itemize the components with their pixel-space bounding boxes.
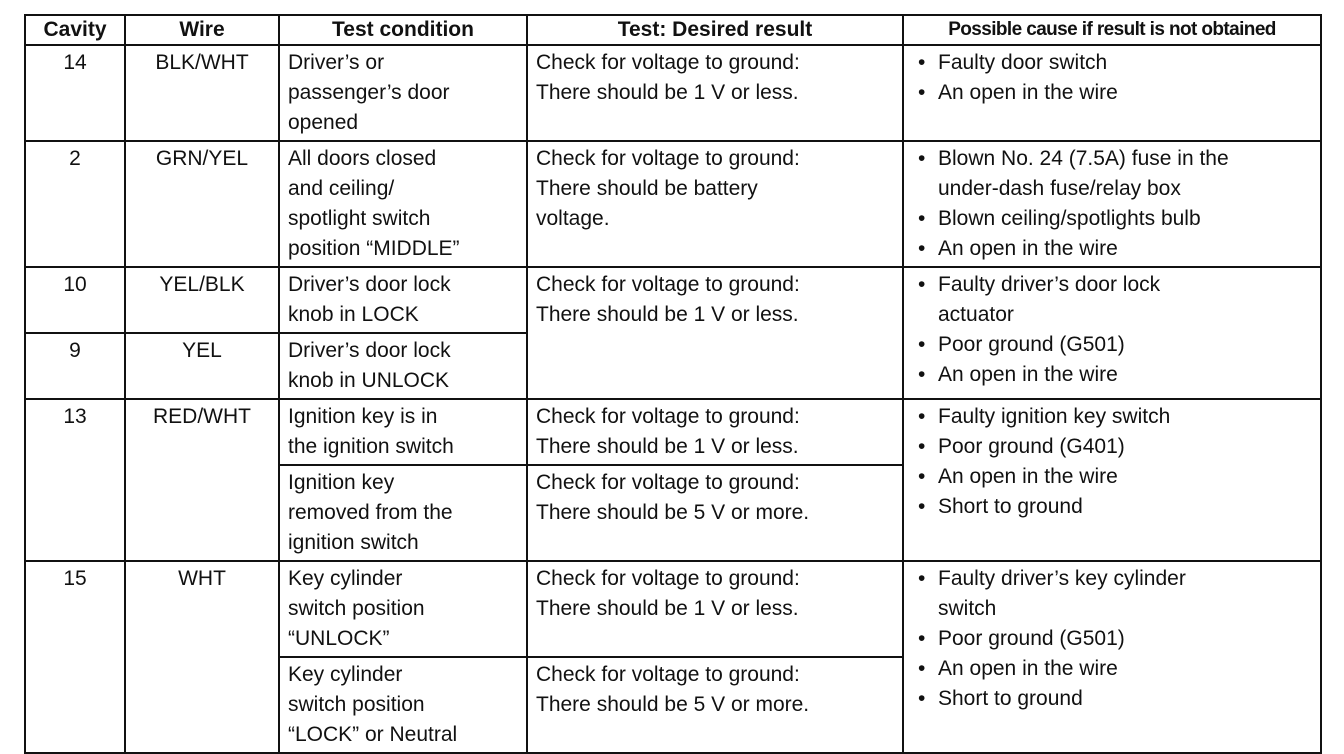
condition-line: “LOCK” or Neutral (288, 723, 458, 746)
condition-line: passenger’s door (288, 81, 450, 104)
cause-list (912, 564, 1314, 714)
result-cell (527, 465, 903, 561)
result-line: voltage. (536, 207, 610, 230)
condition-line: the ignition switch (288, 435, 454, 458)
cause-list (912, 48, 1314, 108)
result-line: Check for voltage to ground: (536, 405, 800, 428)
cause-list (912, 144, 1314, 264)
result-cell (527, 561, 903, 657)
condition-cell (279, 399, 527, 465)
header-row (25, 15, 1321, 45)
table-row (25, 141, 1321, 267)
condition-line: Driver’s door lock (288, 273, 451, 296)
cause-item: • Poor ground (G501) (912, 624, 1314, 654)
condition-line: spotlight switch (288, 207, 431, 230)
wire-cell: YEL/BLK (125, 267, 279, 333)
condition-cell (279, 141, 527, 267)
result-cell (527, 267, 903, 399)
result-line: Check for voltage to ground: (536, 663, 800, 686)
header-test-condition: Test condition (279, 15, 527, 45)
cause-item: • Short to ground (912, 492, 1314, 522)
header-cavity: Cavity (25, 15, 125, 45)
cause-cell (903, 399, 1321, 561)
cavity-cell: 15 (25, 561, 125, 753)
result-line: Check for voltage to ground: (536, 147, 800, 170)
result-line: There should be 5 V or more. (536, 693, 810, 716)
cause-cell (903, 267, 1321, 399)
condition-line: switch position (288, 693, 425, 716)
condition-line: removed from the (288, 501, 453, 524)
cause-item: • Poor ground (G401) (912, 432, 1314, 462)
wire-cell: BLK/WHT (125, 45, 279, 141)
result-line: Check for voltage to ground: (536, 51, 800, 74)
condition-cell (279, 333, 527, 399)
cavity-cell: 9 (25, 333, 125, 399)
table-row (25, 561, 1321, 657)
result-line: There should be 1 V or less. (536, 597, 799, 620)
cause-item: • Faulty door switch (912, 48, 1314, 78)
condition-line: knob in UNLOCK (288, 369, 450, 392)
cause-item: • Blown ceiling/spotlights bulb (912, 204, 1314, 234)
cause-list (912, 402, 1314, 522)
condition-cell (279, 45, 527, 141)
result-line: There should be battery (536, 177, 758, 200)
result-line: There should be 1 V or less. (536, 435, 799, 458)
result-line: There should be 1 V or less. (536, 303, 799, 326)
cause-item: • Faulty ignition key switch (912, 402, 1314, 432)
result-line: There should be 5 V or more. (536, 501, 810, 524)
cause-item: • An open in the wire (912, 654, 1314, 684)
condition-cell (279, 657, 527, 753)
cause-item: • Faulty driver’s key cylinder switch (912, 564, 1314, 624)
condition-line: Driver’s or (288, 51, 385, 74)
condition-cell (279, 465, 527, 561)
result-line: There should be 1 V or less. (536, 81, 799, 104)
cause-item: • An open in the wire (912, 462, 1314, 492)
condition-line: knob in LOCK (288, 303, 419, 326)
cause-item: • Poor ground (G501) (912, 330, 1314, 360)
result-cell (527, 45, 903, 141)
result-cell (527, 399, 903, 465)
condition-cell (279, 561, 527, 657)
condition-cell (279, 267, 527, 333)
cause-list (912, 270, 1314, 390)
wire-cell: WHT (125, 561, 279, 753)
cause-item: • An open in the wire (912, 234, 1314, 264)
cavity-cell: 13 (25, 399, 125, 561)
condition-line: switch position (288, 597, 425, 620)
cause-cell (903, 561, 1321, 753)
header-wire: Wire (125, 15, 279, 45)
cause-cell (903, 45, 1321, 141)
wire-cell: YEL (125, 333, 279, 399)
condition-line: position “MIDDLE” (288, 237, 460, 260)
cause-item: • Faulty driver’s door lock actuator (912, 270, 1314, 330)
cavity-cell: 14 (25, 45, 125, 141)
cause-item: • An open in the wire (912, 78, 1314, 108)
condition-line: ignition switch (288, 531, 419, 554)
result-cell (527, 141, 903, 267)
cause-item: • An open in the wire (912, 360, 1314, 390)
cause-item: • Blown No. 24 (7.5A) fuse in the under-dash fuse/relay box (912, 144, 1314, 204)
cause-item: • Short to ground (912, 684, 1314, 714)
result-line: Check for voltage to ground: (536, 273, 800, 296)
wire-cell: GRN/YEL (125, 141, 279, 267)
condition-line: Ignition key (288, 471, 395, 494)
header-possible-cause: Possible cause if result is not obtained (903, 15, 1321, 45)
condition-line: Driver’s door lock (288, 339, 451, 362)
table-row (25, 45, 1321, 141)
condition-line: and ceiling/ (288, 177, 395, 200)
cause-cell (903, 141, 1321, 267)
result-line: Check for voltage to ground: (536, 471, 800, 494)
condition-line: “UNLOCK” (288, 627, 390, 650)
table-row (25, 399, 1321, 465)
cavity-cell: 2 (25, 141, 125, 267)
cavity-cell: 10 (25, 267, 125, 333)
condition-line: Key cylinder (288, 663, 403, 686)
condition-line: opened (288, 111, 359, 134)
result-line: Check for voltage to ground: (536, 567, 800, 590)
condition-line: Key cylinder (288, 567, 403, 590)
header-desired-result: Test: Desired result (527, 15, 903, 45)
test-table (24, 14, 1322, 754)
wire-cell: RED/WHT (125, 399, 279, 561)
result-cell (527, 657, 903, 753)
condition-line: All doors closed (288, 147, 437, 170)
condition-line: Ignition key is in (288, 405, 438, 428)
table-row (25, 267, 1321, 333)
